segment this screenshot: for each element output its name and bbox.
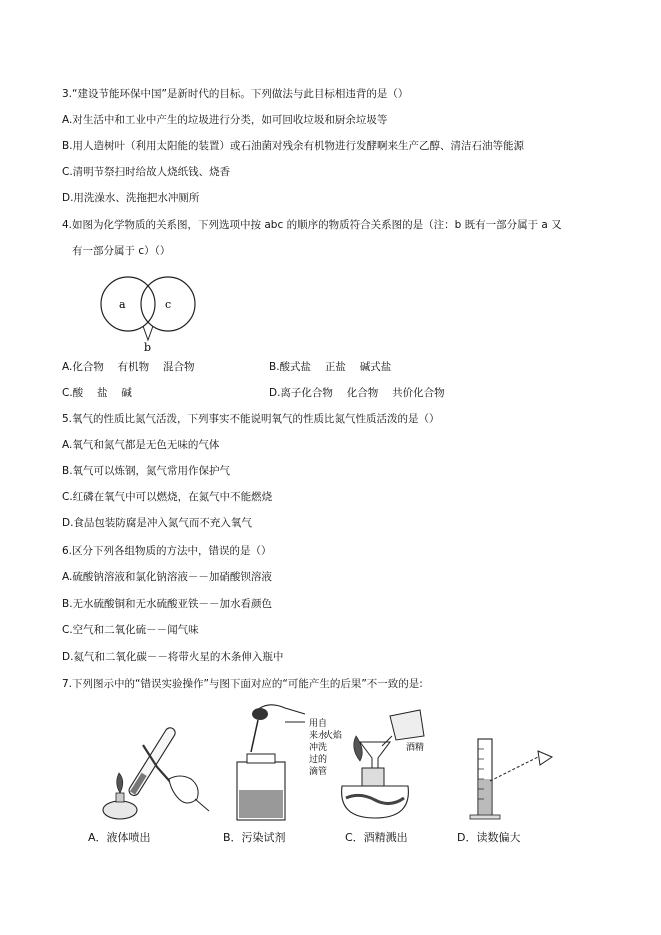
figure-d-graduated-cylinder bbox=[460, 735, 560, 825]
q4-stem-line1: 4.如图为化学物质的关系图，下列选项中按 abc 的顺序的物质符合关系图的是（注：b 既有一部分属于 a 又 bbox=[62, 219, 562, 231]
figure-a-heating-test-tube bbox=[95, 715, 215, 825]
note-line-5: 滴管 bbox=[309, 767, 328, 777]
q3-stem: 3.“建设节能环保中国”是新时代的目标。下列做法与此目标相违背的是（） bbox=[62, 88, 409, 100]
q3-option-d: D.用洗澡水、洗拖把水冲厕所 bbox=[62, 192, 200, 204]
pouring-beaker bbox=[390, 710, 424, 740]
label-b: b bbox=[144, 341, 152, 354]
dropper-bulb-icon bbox=[252, 708, 268, 720]
flame-label: 火焰 bbox=[324, 731, 343, 741]
hand-icon bbox=[169, 776, 198, 803]
bottle-neck bbox=[247, 754, 275, 763]
label-c: c bbox=[165, 298, 172, 311]
q6-option-a: A.硫酸钠溶液和氯化钠溶液－－加硝酸钡溶液 bbox=[62, 571, 272, 583]
venn-diagram bbox=[95, 270, 205, 354]
q7-stem: 7.下列图示中的“错误实验操作”与图下面对应的“可能产生的后果”不一致的是: bbox=[62, 678, 423, 690]
q4-option-a: A.化合物 有机物 混合物 bbox=[62, 361, 195, 373]
alcohol-lamp-body bbox=[103, 801, 137, 819]
q5-option-a: A.氧气和氮气都是无色无味的气体 bbox=[62, 439, 220, 451]
arm-line bbox=[195, 799, 209, 811]
q6-option-c: C.空气和二氧化硫－－闻气味 bbox=[62, 624, 199, 636]
sight-line bbox=[490, 757, 538, 781]
eye-icon bbox=[538, 751, 552, 765]
funnel-icon bbox=[360, 742, 390, 768]
q6-option-b: B.无水硫酸铜和无水硫酸亚铁－－加水看颜色 bbox=[62, 598, 273, 610]
q5-option-c: C.红磷在氧气中可以燃烧，在氮气中不能燃烧 bbox=[62, 491, 273, 503]
dropper-tube bbox=[251, 720, 258, 752]
q4-options-row1 bbox=[62, 360, 392, 374]
q5-option-d: D.食品包装防腐是冲入氮气而不充入氧气 bbox=[62, 517, 252, 529]
bottle-liquid bbox=[239, 790, 283, 818]
q5-option-b: B.氧气可以炼钢，氮气常用作保护气 bbox=[62, 465, 231, 477]
pointer-b bbox=[143, 326, 153, 340]
circle-a bbox=[101, 277, 155, 331]
q4-option-b: B.酸式盐 正盐 碱式盐 bbox=[269, 361, 392, 373]
lamp-neck bbox=[362, 768, 384, 786]
q6-option-d: D.氦气和二氧化碳－－将带火星的木条伸入瓶中 bbox=[62, 651, 284, 663]
q3-option-c: C.清明节祭扫时给故人烧纸钱、烧香 bbox=[62, 166, 231, 178]
label-a: a bbox=[119, 298, 126, 311]
flame-icon bbox=[117, 773, 123, 793]
q7-caption-b: B．污染试剂 bbox=[223, 831, 286, 844]
q7-caption-c: C．酒精溅出 bbox=[345, 831, 408, 844]
q7-caption-d: D．读数偏大 bbox=[457, 831, 521, 844]
q5-stem: 5.氧气的性质比氮气活泼，下列事实不能说明氧气的性质比氮气性质活泼的是（） bbox=[62, 413, 440, 425]
q7-caption-a: A．液体喷出 bbox=[88, 831, 151, 844]
q3-option-a: A.对生活中和工业中产生的垃圾进行分类，如可回收垃圾和厨余垃圾等 bbox=[62, 114, 388, 126]
flame-icon bbox=[354, 736, 363, 761]
q4-option-d: D.离子化合物 化合物 共价化合物 bbox=[269, 387, 445, 399]
lamp-wick-holder bbox=[116, 793, 124, 802]
note-line-3: 冲洗 bbox=[309, 743, 328, 753]
figure-c-alcohol-lamp bbox=[320, 706, 440, 826]
q6-stem: 6.区分下列各组物质的方法中，错误的是（） bbox=[62, 545, 272, 557]
note-line-1: 用自 bbox=[309, 719, 328, 729]
note-line-4: 过的 bbox=[309, 755, 328, 765]
alcohol-label: 酒精 bbox=[406, 743, 425, 753]
q4-stem-line2: 有一部分属于 c）（） bbox=[72, 245, 171, 257]
cylinder-liquid bbox=[479, 779, 491, 814]
q4-options-row2 bbox=[62, 386, 445, 400]
q4-option-c: C.酸 盐 碱 bbox=[62, 387, 132, 399]
note-line-2: 来水 bbox=[309, 731, 328, 741]
cylinder-base bbox=[470, 815, 500, 819]
q3-option-b: B.用人造树叶（利用太阳能的装置）或石油菌对残余有机物进行发酵啊来生产乙醇、清洁石油等能源 bbox=[62, 140, 525, 152]
